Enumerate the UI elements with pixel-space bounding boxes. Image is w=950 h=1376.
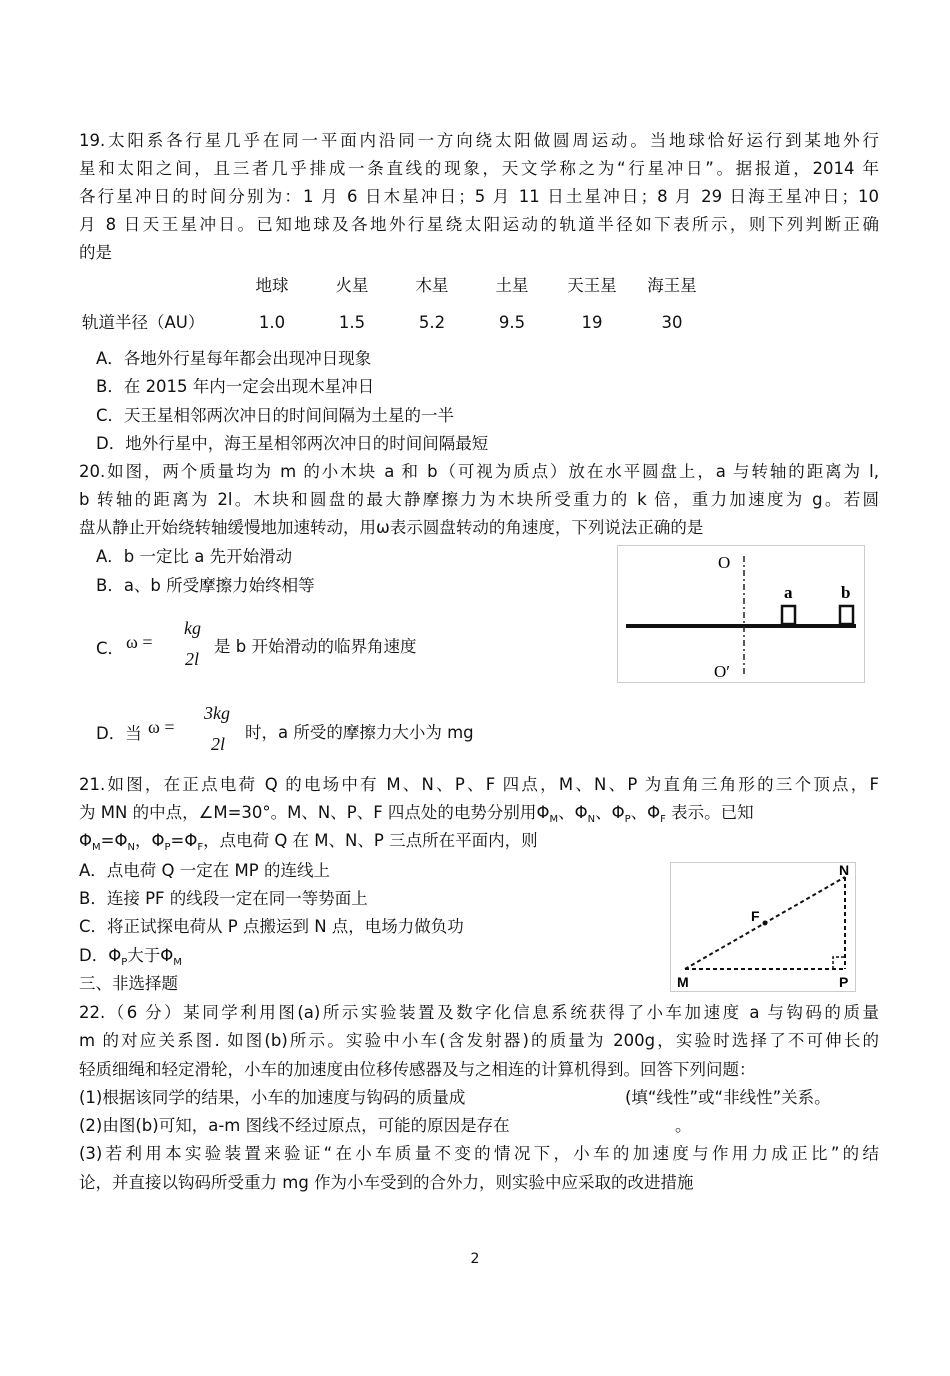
q21-line-3-end: ，点电荷 Q 在 M、N、P 三点所在平面内，则	[203, 831, 538, 850]
q22-line-1: 22.（6 分）某同学利用图(a)所示实验装置及数字化信息系统获得了小车加速度 a 与钩码的质量	[79, 1003, 879, 1022]
disc-figure	[617, 545, 865, 683]
phi-subscript: N	[587, 814, 596, 825]
comma: ，	[134, 831, 152, 850]
label-n: N	[839, 863, 850, 878]
triangle-figure	[670, 862, 856, 992]
table-cell: 19	[581, 313, 603, 332]
label-m: M	[677, 974, 689, 990]
q22-part-2	[79, 1116, 879, 1136]
phi-subscript: M	[173, 957, 182, 968]
q21-line-2	[79, 803, 879, 830]
phi-symbol: Φ	[536, 803, 550, 822]
phi-subscript: F	[660, 814, 666, 825]
q22-part-3-line-1: (3)若利用本实验装置来验证“在小车质量不变的情况下，小车的加速度与作用力成正比”的结	[79, 1144, 879, 1163]
separator: 、	[595, 803, 612, 822]
q21-option-d-mid: 大于	[127, 946, 161, 965]
table-row-label: 轨道半径（AU）	[82, 313, 205, 332]
q22-part-1-text: (1)根据该同学的结果，小车的加速度与钩码的质量成	[79, 1088, 466, 1107]
phi-subscript: P	[164, 842, 171, 853]
label-b: b	[841, 583, 851, 602]
label-f: F	[751, 908, 760, 924]
q21-option-d-label: D．	[79, 946, 109, 965]
q19-line-4: 月 8 日天王星冲日。已知地球及各地外行星绕太阳运动的轨道半径如下表所示，则下列判断正确	[79, 215, 879, 234]
q20-option-d-label: D．当	[96, 724, 142, 743]
q20-option-c	[96, 615, 556, 675]
page-number: 2	[470, 1251, 480, 1267]
q21-option-b: B．连接 PF 的线段一定在同一等势面上	[79, 889, 368, 908]
q22-part-3-line-2: 论，并直接以钩码所受重力 mg 作为小车受到的合外力，则实验中应采取的改进措施	[79, 1173, 694, 1192]
phi-subscript: P	[121, 957, 128, 968]
phi-symbol: Φ	[79, 831, 92, 850]
q20-line-2: b 转轴的距离为 2l。木块和圆盘的最大静摩擦力为木块所受重力的 k 倍，重力加速度为 g。若圆	[79, 490, 879, 509]
block-b	[840, 606, 853, 624]
table-header: 土星	[495, 276, 529, 295]
q19-orbit-table	[0, 276, 950, 336]
table-cell: 30	[661, 313, 683, 332]
q19-option-c: C．天王星相邻两次冲日的时间间隔为土星的一半	[96, 406, 455, 425]
phi-symbol: Φ	[114, 831, 128, 850]
q20-option-c-text: 是 b 开始滑动的临界角速度	[214, 637, 417, 656]
q20-line-3: 盘从静止开始绕转轴缓慢地加速转动，用ω表示圆盘转动的角速度，下列说法正确的是	[79, 518, 704, 537]
q19-option-d: D．地外行星中，海王星相邻两次冲日的时间间隔最短	[96, 434, 489, 453]
q22-line-3: 轻质细绳和轻定滑轮，小车的加速度由位移传感器及与之相连的计算机得到。回答下列问题：	[79, 1060, 756, 1079]
phi-symbol: Φ	[184, 831, 198, 850]
phi-symbol: Φ	[574, 803, 588, 822]
section-heading: 三、非选择题	[79, 974, 178, 993]
point-f	[763, 921, 768, 926]
label-o-prime: O′	[714, 662, 730, 681]
q21-line-2-end: 表示。已知	[665, 803, 754, 822]
separator: 、	[558, 803, 575, 822]
table-header: 地球	[255, 276, 289, 295]
separator: 、	[630, 803, 648, 822]
q20-line-1: 20.如图，两个质量均为 m 的小木块 a 和 b（可视为质点）放在水平圆盘上，a 与转轴的距离为 l,	[79, 462, 879, 481]
q21-option-c: C．将正试探电荷从 P 点搬运到 N 点，电场力做负功	[79, 917, 464, 936]
phi-subscript: M	[92, 842, 101, 853]
fraction-denominator: 2l	[185, 649, 200, 669]
table-header: 木星	[415, 276, 449, 295]
phi-symbol: Φ	[647, 803, 661, 822]
table-cell: 5.2	[418, 313, 446, 332]
phi-symbol: Φ	[611, 803, 625, 822]
q21-line-3	[79, 831, 879, 858]
block-a	[782, 606, 795, 624]
omega-equation: ω =	[126, 632, 153, 652]
table-header: 火星	[335, 276, 369, 295]
phi-subscript: M	[549, 814, 559, 825]
q21-line-2-text: 为 MN 的中点，∠M=30°。M、N、P、F 四点处的电势分别用	[79, 803, 537, 822]
q20-option-c-label: C．	[96, 639, 125, 658]
q21-option-a: A．点电荷 Q 一定在 MP 的连线上	[79, 861, 330, 880]
phi-symbol: Φ	[151, 831, 165, 850]
q19-line-3: 各行星冲日的时间分别为：1 月 6 日木星冲日；5 月 11 日土星冲日；8 月 29 日海王星冲日；10	[79, 187, 879, 206]
table-cell: 9.5	[498, 313, 526, 332]
phi-symbol: Φ	[160, 946, 174, 965]
triangle-diagram	[671, 863, 855, 991]
q21-line-1: 21.如图，在正点电荷 Q 的电场中有 M、N、P、F 四点，M、N、P 为直角三角形的三个顶点，F	[79, 775, 879, 794]
q22-part-2-end: 。	[675, 1116, 692, 1135]
fraction-denominator: 2l	[211, 734, 226, 754]
table-header: 天王星	[567, 276, 617, 295]
phi-symbol: Φ	[108, 946, 122, 965]
phi-subscript: N	[127, 842, 135, 853]
q20-option-d	[96, 700, 556, 760]
equals: =	[100, 831, 115, 850]
label-a: a	[784, 583, 793, 602]
q20-option-b: B．a、b 所受摩擦力始终相等	[96, 576, 315, 595]
q22-part-1	[79, 1088, 879, 1108]
table-cell: 1.0	[258, 313, 286, 332]
omega-equation: ω =	[148, 717, 175, 737]
phi-subscript: F	[197, 842, 204, 853]
q19-option-b: B．在 2015 年内一定会出现木星冲日	[96, 377, 375, 396]
right-angle-mark	[833, 957, 845, 969]
q22-part-1-hint: (填“线性”或“非线性”关系。	[625, 1088, 831, 1107]
phi-subscript: P	[624, 814, 631, 825]
q20-option-a: A．b 一定比 a 先开始滑动	[96, 547, 293, 566]
equals: =	[170, 831, 185, 850]
q19-line-1: 19.太阳系各行星几乎在同一平面内沿同一方向绕太阳做圆周运动。当地球恰好运行到某地外行	[79, 131, 879, 150]
table-cell: 1.5	[338, 313, 366, 332]
fraction-numerator: kg	[184, 618, 201, 638]
label-o: O	[718, 553, 731, 572]
q19-line-2: 星和太阳之间，且三者几乎排成一条直线的现象，天文学称之为“行星冲日”。据报道，2014 年	[79, 159, 879, 178]
table-header: 海王星	[647, 276, 697, 295]
disc-diagram	[618, 546, 864, 682]
q22-part-2-text: (2)由图(b)可知，a-m 图线不经过原点，可能的原因是存在	[79, 1116, 510, 1135]
q19-line-5: 的是	[79, 243, 112, 262]
fraction-numerator: 3kg	[204, 703, 230, 723]
q19-option-a: A．各地外行星每年都会出现冲日现象	[96, 349, 372, 368]
q20-option-d-text: 时，a 所受的摩擦力大小为 mg	[245, 723, 474, 742]
label-p: P	[839, 974, 849, 990]
q22-line-2: m 的对应关系图. 如图(b)所示。实验中小车(含发射器)的质量为 200g，实验时选择了不可伸长的	[79, 1031, 879, 1050]
